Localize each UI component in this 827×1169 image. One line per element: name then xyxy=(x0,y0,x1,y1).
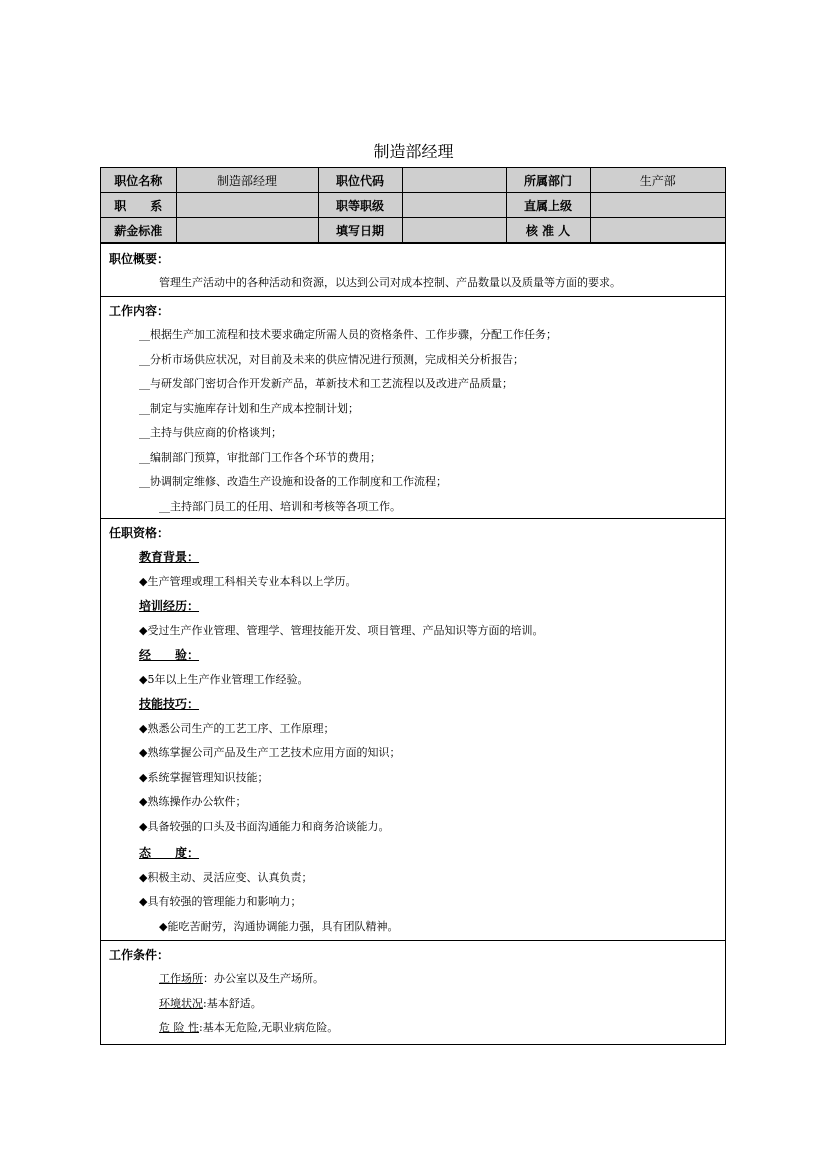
work-content-section xyxy=(101,296,725,518)
supervisor-value xyxy=(590,193,725,218)
condition-place xyxy=(101,967,725,992)
experience-item: ◆5年以上生产作业管理工作经验。 xyxy=(139,672,309,686)
department-value: 生产部 xyxy=(590,168,725,193)
overview-text: 管理生产活动中的各种活动和资源，以达到公司对成本控制、产品数量以及质量等方面的要求。 xyxy=(159,276,621,289)
place-label: 工作场所 xyxy=(159,972,203,985)
job-family-label: 职 系 xyxy=(101,193,176,218)
attitude-item: ◆积极主动、灵活应变、认真负责； xyxy=(139,870,313,884)
qualifications-title: 任职资格： xyxy=(109,526,170,540)
list-item: __与研发部门密切合作开发新产品，革新技术和工艺流程以及改进产品质量； xyxy=(139,377,513,390)
header-row xyxy=(101,193,725,218)
document-title: 制造部经理 xyxy=(373,142,454,161)
condition-environment xyxy=(101,992,725,1017)
conditions-title: 工作条件： xyxy=(109,948,170,962)
approver-value xyxy=(590,218,725,243)
risk-value: :基本无危险,无职业病危险。 xyxy=(199,1021,339,1034)
place-value: ：办公室以及生产场所。 xyxy=(203,972,324,985)
list-item: __主持与供应商的价格谈判； xyxy=(139,426,282,439)
education-label: 教育背景： xyxy=(139,550,200,564)
header-table xyxy=(101,168,725,243)
risk-label: 危 险 性 xyxy=(159,1021,199,1034)
grade-value xyxy=(402,193,506,218)
attitude-item: ◆具有较强的管理能力和影响力； xyxy=(139,895,302,908)
position-name-label: 职位名称 xyxy=(101,168,176,193)
salary-value xyxy=(176,218,318,243)
position-code-label: 职位代码 xyxy=(318,168,402,193)
header-row xyxy=(101,168,725,193)
training-label: 培训经历： xyxy=(139,599,200,613)
list-item: __根据生产加工流程和技术要求确定所需人员的资格条件、工作步骤，分配工作任务； xyxy=(139,328,557,341)
qualifications-section xyxy=(101,518,725,940)
header-row xyxy=(101,218,725,243)
work-content-title: 工作内容： xyxy=(109,304,170,318)
attitude-label: 态 度： xyxy=(139,846,200,860)
skill-item: ◆系统掌握管理知识技能； xyxy=(139,770,269,784)
supervisor-label: 直属上级 xyxy=(506,193,590,218)
environment-label: 环境状况 xyxy=(159,996,203,1010)
list-item: __制定与实施库存计划和生产成本控制计划； xyxy=(139,401,359,415)
job-description-sheet xyxy=(100,167,726,1045)
overview-section xyxy=(101,243,725,296)
skills-label: 技能技巧： xyxy=(139,697,200,711)
skill-item: ◆具备较强的口头及书面沟通能力和商务洽谈能力。 xyxy=(139,819,390,833)
list-item: __分析市场供应状况，对目前及未来的供应情况进行预测，完成相关分析报告； xyxy=(139,352,524,366)
position-code-value xyxy=(402,168,506,193)
skill-item: ◆熟练操作办公软件； xyxy=(139,795,247,808)
list-item: __编制部门预算，审批部门工作各个环节的费用； xyxy=(139,450,381,464)
attitude-item: ◆能吃苦耐劳，沟通协调能力强，具有团队精神。 xyxy=(159,919,399,933)
overview-title: 职位概要： xyxy=(109,252,170,266)
skill-item: ◆熟悉公司生产的工艺工序、工作原理； xyxy=(139,721,335,735)
skill-item: ◆熟练掌握公司产品及生产工艺技术应用方面的知识； xyxy=(139,746,401,759)
job-family-value xyxy=(176,193,318,218)
training-item: ◆受过生产作业管理、管理学、管理技能开发、项目管理、产品知识等方面的培训。 xyxy=(139,623,544,637)
list-item: __主持部门员工的任用、培训和考核等各项工作。 xyxy=(159,499,401,513)
environment-value: :基本舒适。 xyxy=(203,996,262,1010)
list-item: __协调制定维修、改造生产设施和设备的工作制度和工作流程； xyxy=(139,475,447,488)
grade-label: 职等职级 xyxy=(318,193,402,218)
experience-label: 经 验： xyxy=(139,648,200,662)
condition-risk xyxy=(101,1016,725,1041)
education-item: ◆生产管理或理工科相关专业本科以上学历。 xyxy=(139,574,357,588)
approver-label: 核 准 人 xyxy=(506,218,590,243)
conditions-section xyxy=(101,940,725,1045)
salary-label: 薪金标准 xyxy=(101,218,176,243)
position-name-value: 制造部经理 xyxy=(176,168,318,193)
department-label: 所属部门 xyxy=(506,168,590,193)
fill-date-label: 填写日期 xyxy=(318,218,402,243)
fill-date-value xyxy=(402,218,506,243)
